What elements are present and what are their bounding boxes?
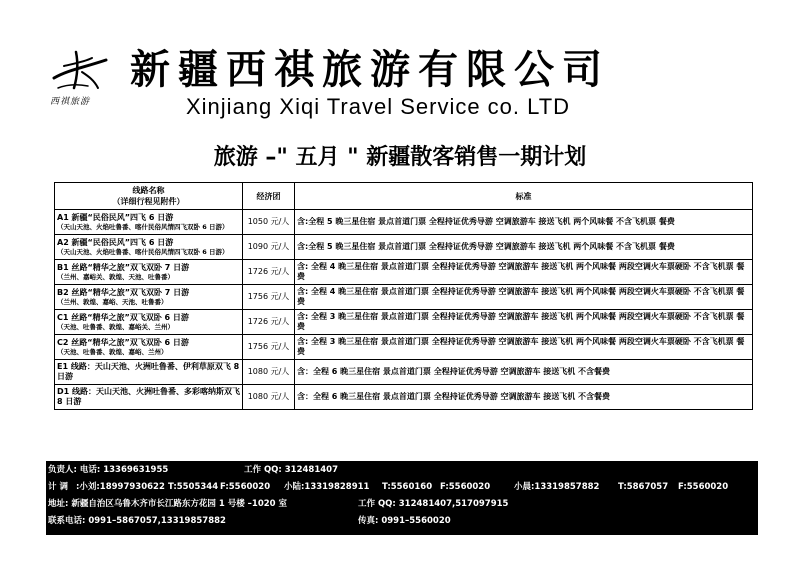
manager-phone: 负责人: 电话: 13369631955 (48, 465, 169, 475)
price-cell: 1080 元/人 (243, 385, 295, 410)
standard-cell: 含: 全程 3 晚三星住宿 景点首道门票 全程持证优秀导游 空调旅游车 接送飞机 两个风味餐 两段空调火车票硬卧 不含飞机票 餐费 (295, 335, 753, 360)
company-logo (48, 48, 118, 110)
standard-cell: 含: 全程 4 晚三星住宿 景点首道门票 全程持证优秀导游 空调旅游车 接送飞机 两个风味餐 两段空调火车票硬卧 不含飞机票 餐费 (295, 260, 753, 285)
planner-label: 计 调 (48, 482, 68, 492)
planner-lu: 小陆:13319828911 (284, 482, 370, 492)
route-cell (55, 285, 243, 310)
planner-liu-tel: T:5505344 (168, 482, 219, 492)
route-cell (55, 360, 243, 385)
header-standard: 标准 (295, 183, 753, 210)
table-row (55, 310, 753, 335)
header-route (55, 183, 243, 210)
price-cell: 1090 元/人 (243, 235, 295, 260)
price-cell: 1050 元/人 (243, 210, 295, 235)
contact-footer (46, 461, 758, 535)
route-cell (55, 235, 243, 260)
table-row (55, 285, 753, 310)
standard-cell: 含: 全程 3 晚三星住宿 景点首道门票 全程持证优秀导游 空调旅游车 接送飞机 两个风味餐 两段空调火车票硬卧 不含飞机票 餐费 (295, 310, 753, 335)
table-header-row (55, 183, 753, 210)
work-qq-list: 工作 QQ: 312481407,517097915 (358, 499, 509, 509)
route-name: C2 丝路“精华之旅”双飞双卧 6 日游 (57, 337, 189, 347)
route-name: E1 线路：天山天池、火洲吐鲁番、伊利草原双飞 8 日游 (57, 362, 240, 381)
route-cell (55, 335, 243, 360)
price-cell: 1756 元/人 (243, 285, 295, 310)
planner-chen: 小晨:13319857882 (514, 482, 600, 492)
planner-liu-fax: F:5560020 (220, 482, 271, 492)
standard-cell: 含：全程 6 晚三星住宿 景点首道门票 全程持证优秀导游 空调旅游车 接送飞机 不含餐费 (295, 385, 753, 410)
price-cell: 1726 元/人 (243, 260, 295, 285)
company-name-en: Xinjiang Xiqi Travel Service co. LTD (186, 94, 571, 119)
table-row (55, 260, 753, 285)
planner-liu: :小刘:18997930622 (76, 482, 165, 492)
table-row (55, 235, 753, 260)
table-row (55, 210, 753, 235)
table-row (55, 360, 753, 385)
route-detail: （兰州、敦煌、嘉峪、天池、吐鲁番） (57, 297, 168, 306)
route-cell (55, 210, 243, 235)
logo-caption: 西祺旅游 (50, 97, 91, 107)
route-detail: （天山天池、火焰吐鲁番、喀什民俗风情四飞双卧 6 日游） (57, 247, 229, 256)
company-name-cn: 新疆西祺旅游有限公司 (130, 46, 610, 93)
header-route-note: （详细行程见附件） (112, 197, 185, 206)
table-row (55, 335, 753, 360)
logo-brush-icon (48, 48, 118, 94)
route-table (54, 182, 753, 410)
route-name: B2 丝路“精华之旅”双飞双卧 7 日游 (57, 287, 190, 297)
route-name: A2 新疆“民俗民风”四飞 6 日游 (57, 237, 174, 247)
route-detail: （天池、吐鲁番、敦煌、嘉峪、兰州） (57, 347, 168, 356)
route-name: C1 丝路“精华之旅”双飞双卧 6 日游 (57, 312, 189, 322)
contact-phone: 联系电话: 0991–5867057,13319857882 (48, 516, 226, 526)
route-cell (55, 310, 243, 335)
table-row (55, 385, 753, 410)
planner-chen-fax: F:5560020 (678, 482, 729, 492)
planner-lu-fax: F:5560020 (440, 482, 491, 492)
plan-title: 旅游 –" 五月 " 新疆散客销售一期计划 (213, 145, 587, 170)
route-name: B1 丝路“精华之旅”双飞双卧 7 日游 (57, 262, 190, 272)
planner-lu-tel: T:5560160 (382, 482, 433, 492)
route-detail: （兰州、嘉峪关、敦煌、天池、吐鲁番） (57, 272, 174, 281)
standard-cell: 含：全程 6 晚三星住宿 景点首道门票 全程持证优秀导游 空调旅游车 接送飞机 不含餐费 (295, 360, 753, 385)
standard-cell: 含: 全程 4 晚三星住宿 景点首道门票 全程持证优秀导游 空调旅游车 接送飞机 两个风味餐 两段空调火车票硬卧 不含飞机票 餐费 (295, 285, 753, 310)
route-detail: （天池、吐鲁番、敦煌、嘉峪关、兰州） (57, 322, 174, 331)
office-address: 地址: 新疆自治区乌鲁木齐市长江路东方花园 1 号楼 –1020 室 (48, 499, 288, 509)
page-header (0, 0, 800, 130)
standard-cell: 含:全程 5 晚三星住宿 景点首道门票 全程持证优秀导游 空调旅游车 接送飞机 两个风味餐 不含飞机票 餐费 (295, 235, 753, 260)
header-route-label: 线路名称 (132, 186, 165, 195)
route-cell (55, 385, 243, 410)
price-cell: 1080 元/人 (243, 360, 295, 385)
fax-number: 传真: 0991–5560020 (358, 516, 451, 526)
price-cell: 1726 元/人 (243, 310, 295, 335)
work-qq: 工作 QQ: 312481407 (244, 465, 338, 475)
price-cell: 1756 元/人 (243, 335, 295, 360)
route-detail: （天山天池、火焰吐鲁番、喀什民俗风情四飞双卧 6 日游） (57, 222, 229, 231)
route-name: A1 新疆“民俗民风”四飞 6 日游 (57, 212, 174, 222)
header-price: 经济团 (243, 183, 295, 210)
planner-chen-tel: T:5867057 (618, 482, 669, 492)
route-name: D1 线路：天山天池、火洲吐鲁番、多彩喀纳斯双飞 8 日游 (57, 387, 240, 406)
route-cell (55, 260, 243, 285)
standard-cell: 含:全程 5 晚三星住宿 景点首道门票 全程持证优秀导游 空调旅游车 接送飞机 两个风味餐 不含飞机票 餐费 (295, 210, 753, 235)
